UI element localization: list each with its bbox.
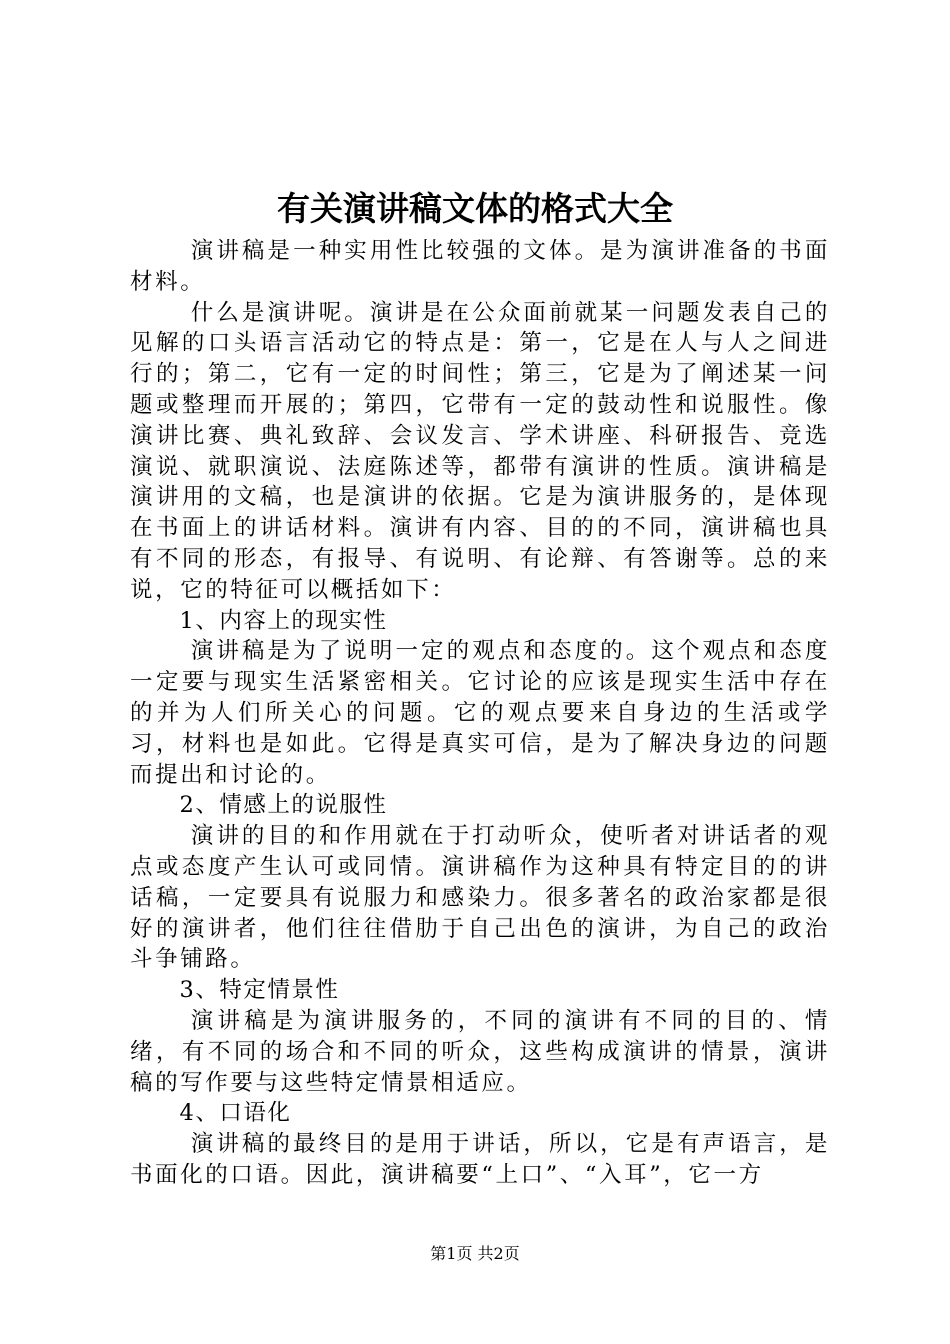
document-body — [130, 236, 830, 1191]
paragraph: 演讲稿的最终目的是用于讲话，所以，它是有声语言，是书面化的口语。因此，演讲稿要“上口”、“入耳”，它一方 — [130, 1131, 830, 1188]
paragraph: 演讲的目的和作用就在于打动听众，使听者对讲话者的观点或态度产生认可或同情。演讲稿作为这种具有特定目的的讲话稿，一定要具有说服力和感染力。很多著名的政治家都是很好的演讲者，他们往往借肋于自己出色的演讲，为自己的政治斗争铺路。 — [130, 823, 830, 973]
paragraph: 演讲稿是一种实用性比较强的文体。是为演讲准备的书面材料。 — [130, 238, 830, 295]
paragraph: 演讲稿是为演讲服务的，不同的演讲有不同的目的、情绪，有不同的场合和不同的听众，这些构成演讲的情景，演讲稿的写作要与这些特定情景相适应。 — [130, 1007, 830, 1096]
section-heading: 2、情感上的说服性 — [179, 792, 388, 819]
document-title: 有关演讲稿文体的格式大全 — [277, 189, 673, 228]
paragraph: 什么是演讲呢。演讲是在公众面前就某一问题发表自己的见解的口头语言活动它的特点是：第一，它是在人与人之间进行的；第二，它有一定的时间性；第三，它是为了阐述某一问题或整理而开展的；第四，它带有一定的鼓动性和说服性。像演讲比赛、典礼致辞、会议发言、学术讲座、科研报告、竞选演说、就职演说、法庭陈述等，都带有演讲的性质。演讲稿是演讲用的文稿，也是演讲的依据。它是为演讲服务的，是体现在书面上的讲话材料。演讲有内容、目的的不同，演讲稿也具有不同的形态，有报导、有说明、有论辩、有答谢等。总的来说，它的特征可以概括如下： — [130, 299, 830, 603]
section-heading: 4、口语化 — [179, 1100, 292, 1127]
section-heading: 1、内容上的现实性 — [179, 607, 388, 634]
section-heading: 3、特定情景性 — [179, 977, 340, 1004]
paragraph: 演讲稿是为了说明一定的观点和态度的。这个观点和态度一定要与现实生活紧密相关。它讨论的应该是现实生活中存在的并为人们所关心的问题。它的观点要来自身边的生活或学习，材料也是如此。它得是真实可信，是为了解决身边的问题而提出和讨论的。 — [130, 638, 830, 788]
page-footer: 第1页 共2页 — [430, 1244, 520, 1263]
